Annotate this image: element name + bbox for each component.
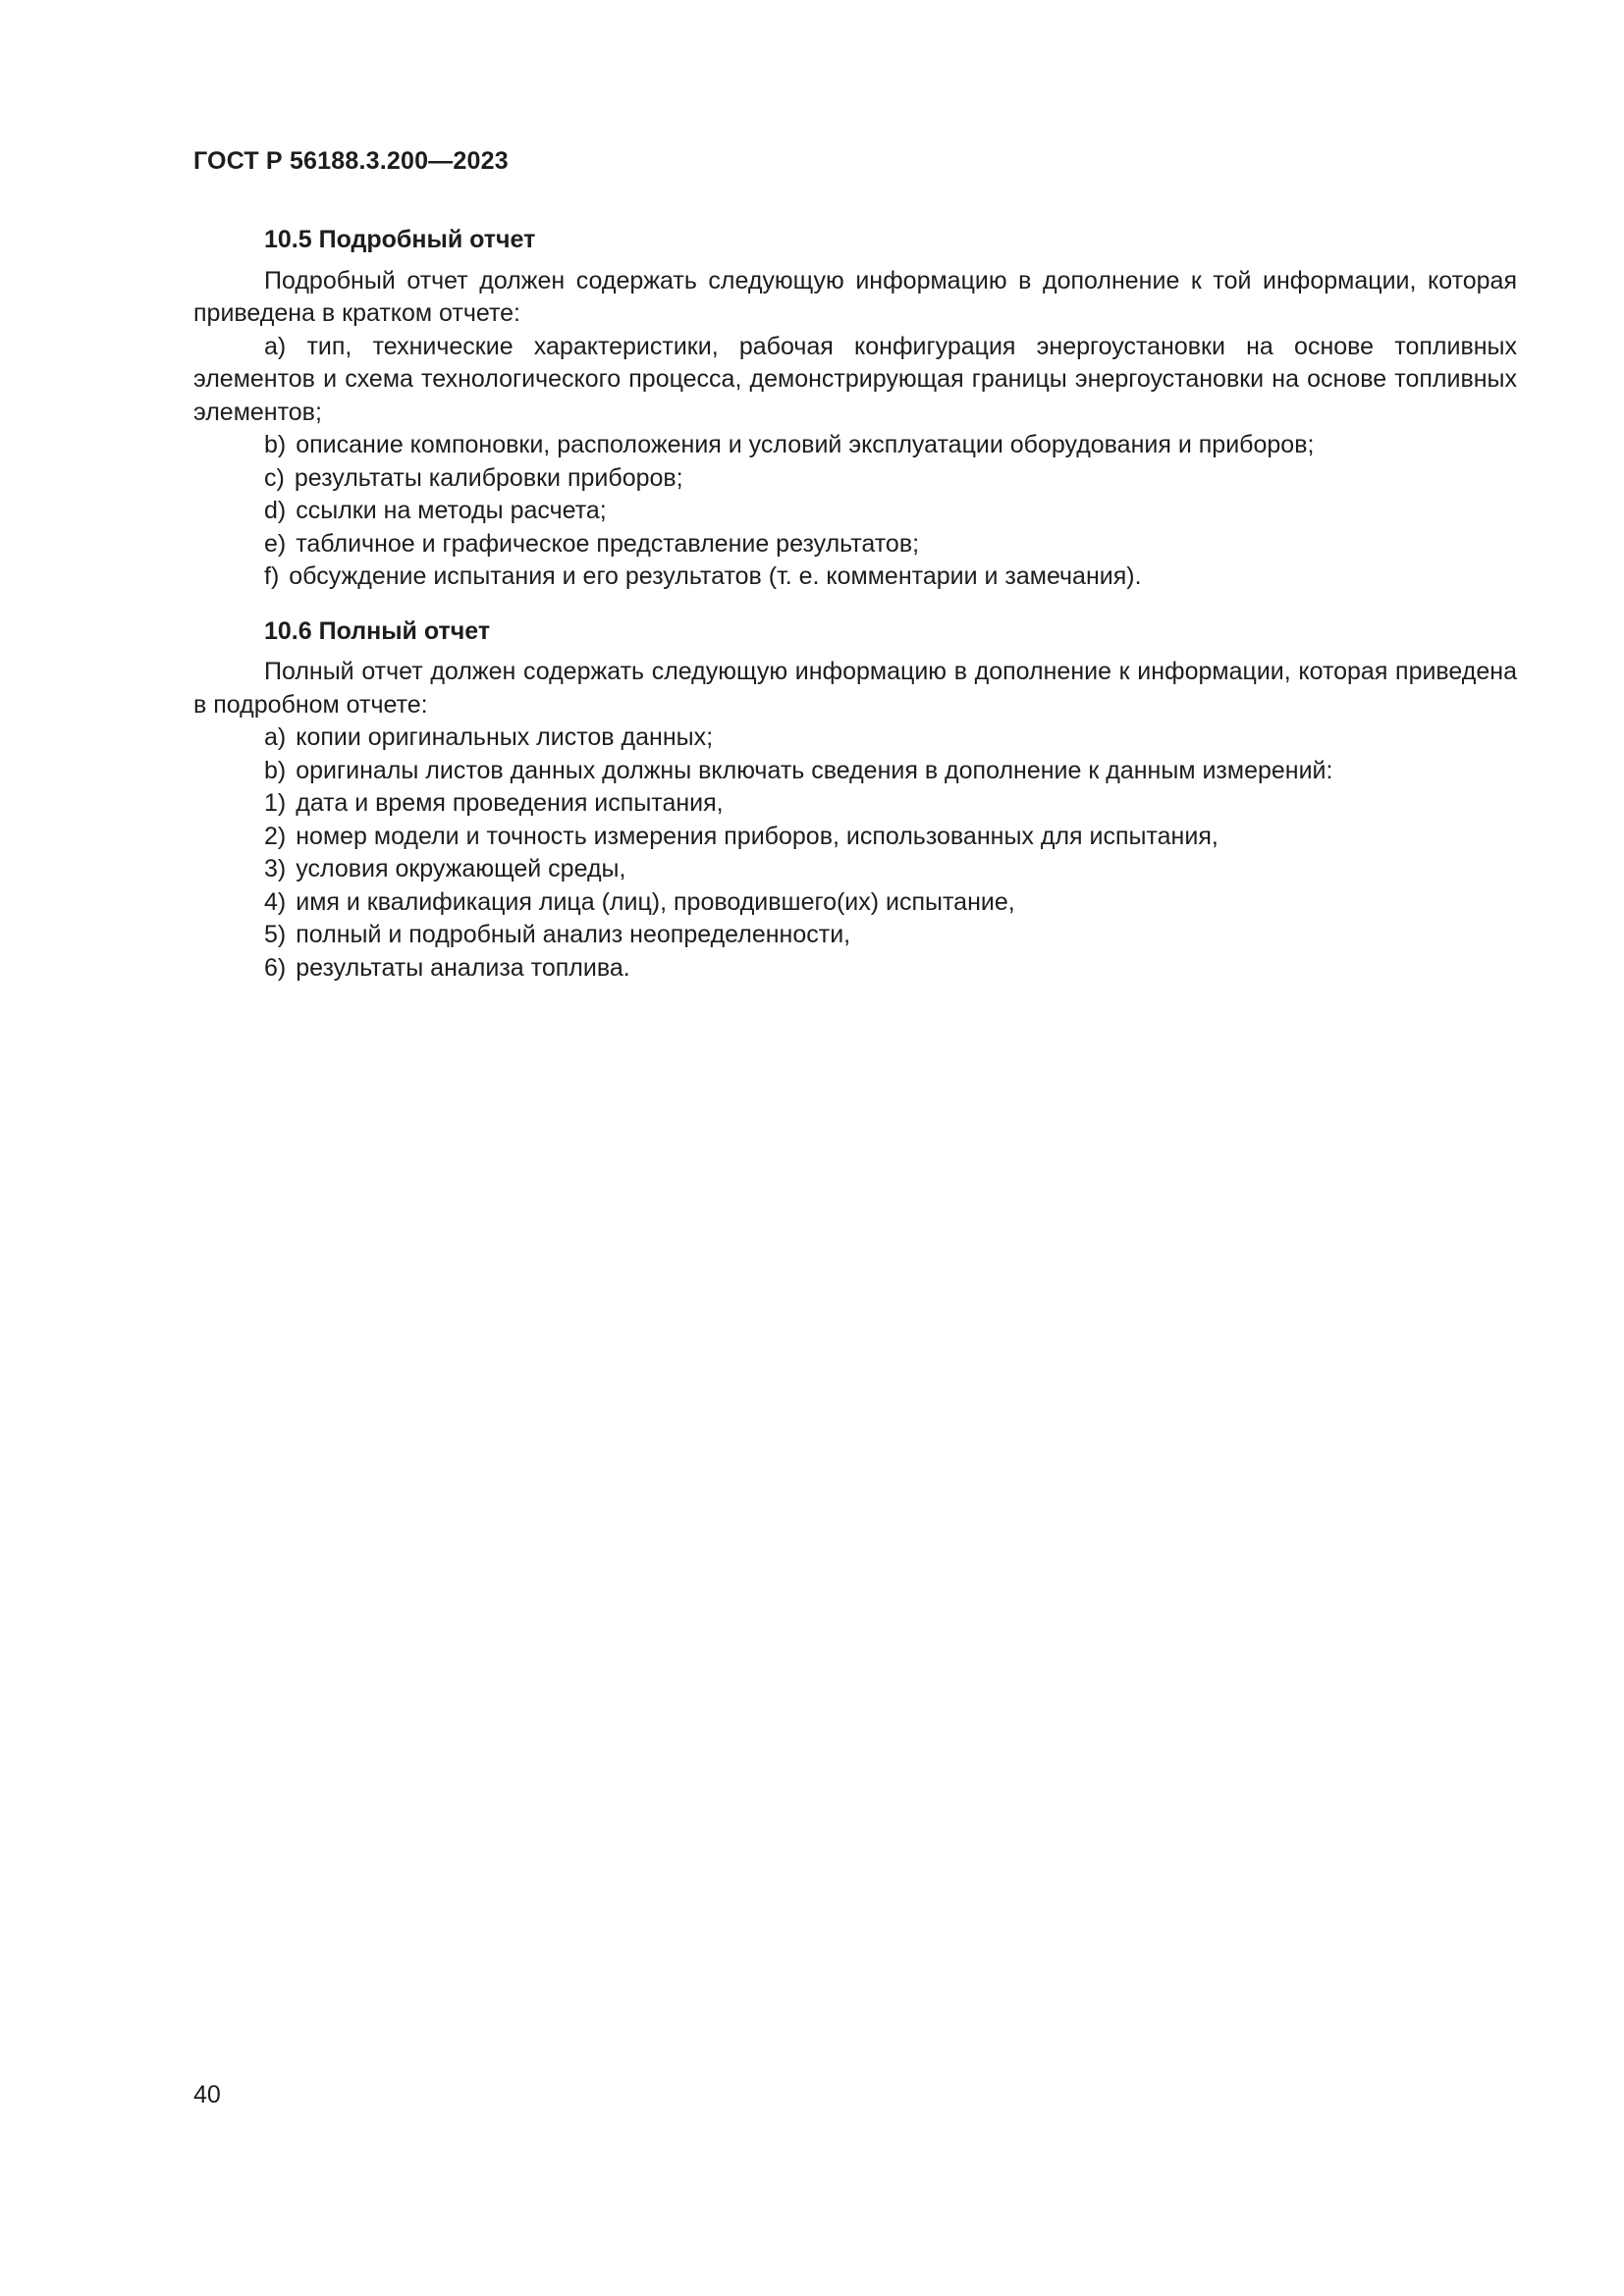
list-item [193, 495, 1517, 528]
list-marker: 3) [264, 855, 287, 882]
section-spacer [193, 594, 1517, 615]
list-text: оригиналы листов данных должны включать сведения в дополнение к данным измерений: [296, 756, 1333, 784]
list-text: обсуждение испытания и его результатов (т. е. комментарии и замечания). [289, 562, 1142, 590]
list-marker: b) [264, 431, 287, 458]
section-10-5-intro: Подробный отчет должен содержать следующую информацию в дополнение к той информации, которая приведена в кратком отчете: [193, 266, 1517, 327]
list-text: описание компоновки, расположения и условий эксплуатации оборудования и приборов; [296, 431, 1315, 458]
list-item [193, 952, 1517, 986]
list-item [193, 528, 1517, 561]
list-item [193, 919, 1517, 952]
list-marker: 2) [264, 822, 287, 850]
list-item [193, 755, 1517, 788]
list-marker: a) [264, 332, 307, 360]
list-text: условия окружающей среды, [296, 855, 626, 882]
list-marker: d) [264, 497, 287, 524]
list-item [193, 331, 1517, 430]
list-text: копии оригинальных листов данных; [296, 723, 714, 751]
list-item [193, 886, 1517, 920]
list-marker: e) [264, 529, 287, 558]
list-text: номер модели и точность измерения приборов, использованных для испытания, [296, 822, 1218, 850]
list-text: имя и квалификация лица (лиц), проводившего(их) испытание, [296, 887, 1015, 916]
list-marker: f) [264, 562, 280, 590]
section-10-6-title: 10.6 Полный отчет [264, 616, 491, 645]
list-marker: 4) [264, 887, 287, 916]
list-marker: c) [264, 463, 285, 492]
list-marker: a) [264, 723, 287, 751]
list-text: результаты анализа топлива. [296, 953, 630, 982]
list-text: результаты калибровки приборов; [294, 463, 683, 492]
list-marker: 5) [264, 921, 287, 948]
list-marker: 6) [264, 953, 287, 982]
list-text: тип, технические характеристики, рабочая конфигурация энергоустановки на основе топливных элементов и схема технологического процесса, демонстрирующая границы энергоустановки на основе топливных элементов; [193, 332, 1517, 426]
list-item [193, 462, 1517, 496]
document-body [193, 224, 1517, 985]
list-item [193, 429, 1517, 462]
list-text: табличное и графическое представление результатов; [296, 529, 920, 558]
section-10-5-title: 10.5 Подробный отчет [264, 226, 536, 253]
list-text: полный и подробный анализ неопределенности, [296, 921, 851, 948]
list-text: дата и время проведения испытания, [296, 789, 724, 817]
list-item [193, 721, 1517, 755]
section-10-6-intro: Полный отчет должен содержать следующую информацию в дополнение к информации, которая приведена в подробном отчете: [193, 658, 1517, 719]
list-marker: b) [264, 756, 287, 784]
list-item [193, 561, 1517, 594]
list-text: ссылки на методы расчета; [296, 497, 607, 524]
list-marker: 1) [264, 789, 287, 817]
list-item [193, 787, 1517, 821]
list-item [193, 853, 1517, 886]
standard-code-header: ГОСТ Р 56188.3.200—2023 [193, 147, 509, 175]
list-item [193, 821, 1517, 854]
page-number: 40 [193, 2081, 221, 2109]
